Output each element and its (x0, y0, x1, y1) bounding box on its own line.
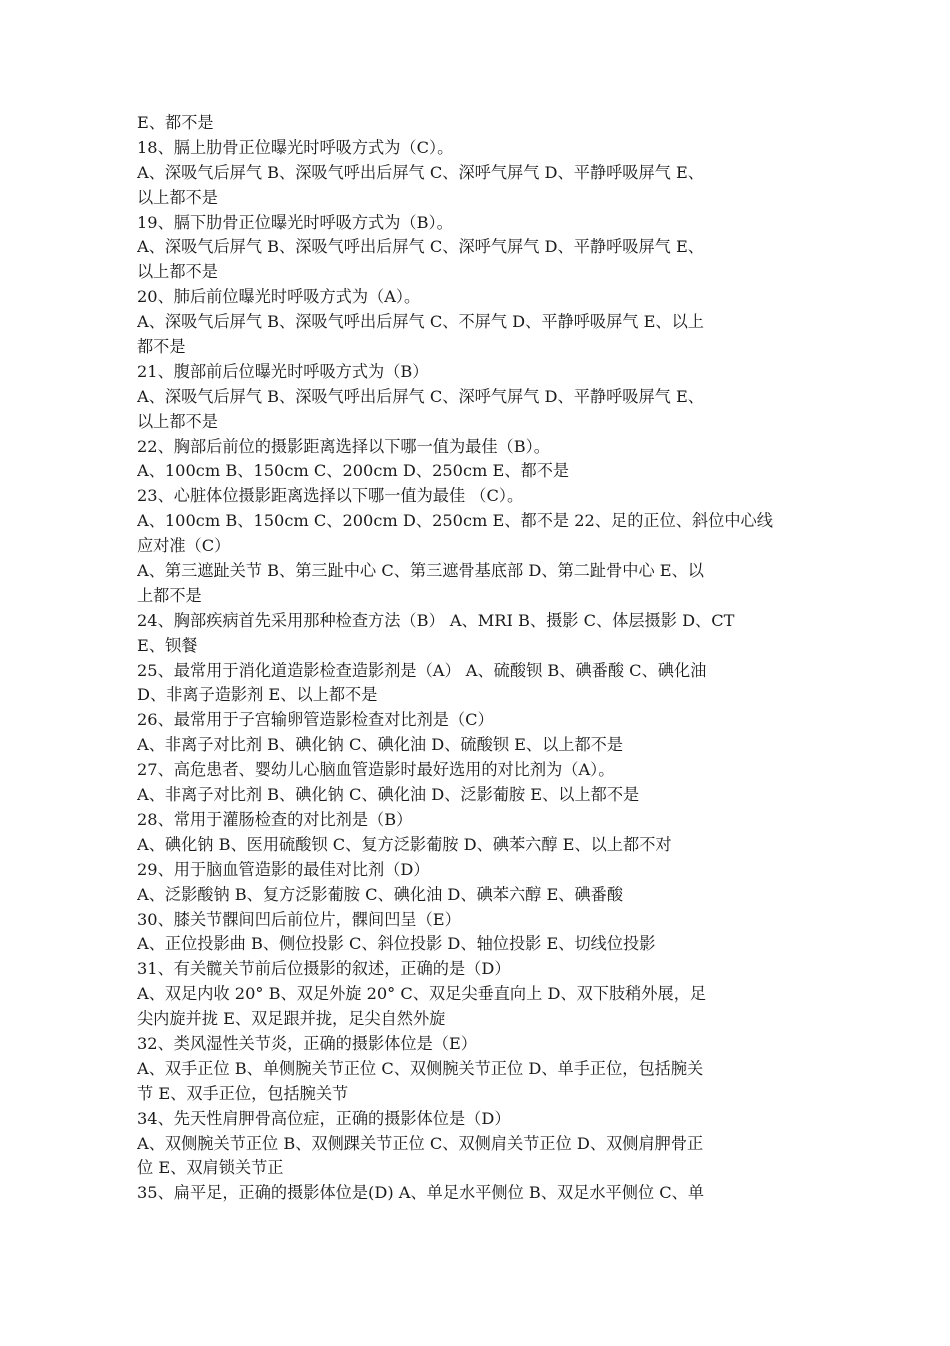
text-line: 以上都不是 (137, 187, 218, 207)
text-line: 以上都不是 (137, 411, 218, 431)
document-text-body (137, 111, 817, 1206)
text-line: 24、胸部疾病首先采用那种检查方法（B） A、MRI B、摄影 C、体层摄影 D、CT (137, 610, 735, 630)
text-line: A、深吸气后屏气 B、深吸气呼出后屏气 C、深呼气屏气 D、平静呼吸屏气 E、 (137, 162, 704, 182)
text-line: 29、用于脑血管造影的最佳对比剂（D） (137, 859, 430, 879)
text-line: 34、先天性肩胛骨高位症，正确的摄影体位是（D） (137, 1108, 511, 1128)
text-line: 30、膝关节髁间凹后前位片，髁间凹呈（E） (137, 909, 461, 929)
text-line: D、非离子造影剂 E、以上都不是 (137, 685, 378, 705)
text-line: 25、最常用于消化道造影检查造影剂是（A） A、硫酸钡 B、碘番酸 C、碘化油 (137, 660, 707, 680)
text-line: 以上都不是 (137, 262, 218, 282)
text-line: 应对准（C） (137, 536, 231, 556)
text-line: 23、心脏体位摄影距离选择以下哪一值为最佳 （C）。 (137, 486, 524, 506)
text-line: 都不是 (137, 337, 186, 357)
text-line: 26、最常用于子宫输卵管造影检查对比剂是（C） (137, 710, 494, 730)
text-line: A、双侧腕关节正位 B、双侧踝关节正位 C、双侧肩关节正位 D、双侧肩胛骨正 (137, 1133, 704, 1153)
text-line: A、正位投影曲 B、侧位投影 C、斜位投影 D、轴位投影 E、切线位投影 (137, 934, 656, 954)
text-line: A、100cm B、150cm C、200cm D、250cm E、都不是 (137, 461, 570, 481)
text-line: A、双手正位 B、单侧腕关节正位 C、双侧腕关节正位 D、单手正位，包括腕关 (137, 1058, 704, 1078)
text-line: 尖内旋并拢 E、双足跟并拢，足尖自然外旋 (137, 1009, 446, 1029)
text-line: 22、胸部后前位的摄影距离选择以下哪一值为最佳（B）。 (137, 436, 550, 456)
text-line: 31、有关髋关节前后位摄影的叙述，正确的是（D） (137, 959, 511, 979)
text-line: 上都不是 (137, 585, 202, 605)
text-line: A、深吸气后屏气 B、深吸气呼出后屏气 C、不屏气 D、平静呼吸屏气 E、以上 (137, 312, 704, 332)
text-line: 32、类风湿性关节炎，正确的摄影体位是（E） (137, 1033, 477, 1053)
text-line: 节 E、双手正位，包括腕关节 (137, 1083, 349, 1103)
text-line: 18、膈上肋骨正位曝光时呼吸方式为（C）。 (137, 137, 454, 157)
text-line: 20、肺后前位曝光时呼吸方式为（A）。 (137, 287, 421, 307)
text-line: A、非离子对比剂 B、碘化钠 C、碘化油 D、硫酸钡 E、以上都不是 (137, 735, 624, 755)
text-line: 位 E、双肩锁关节正 (137, 1158, 284, 1178)
text-line: A、泛影酸钠 B、复方泛影葡胺 C、碘化油 D、碘苯六醇 E、碘番酸 (137, 884, 624, 904)
text-line: E、钡餐 (137, 635, 198, 655)
text-line: A、深吸气后屏气 B、深吸气呼出后屏气 C、深呼气屏气 D、平静呼吸屏气 E、 (137, 386, 704, 406)
text-line: 21、腹部前后位曝光时呼吸方式为（B） (137, 361, 429, 381)
text-line: 27、高危患者、婴幼儿心脑血管造影时最好选用的对比剂为（A）。 (137, 760, 615, 780)
text-line: A、深吸气后屏气 B、深吸气呼出后屏气 C、深呼气屏气 D、平静呼吸屏气 E、 (137, 237, 704, 257)
text-line: A、第三遮趾关节 B、第三趾中心 C、第三遮骨基底部 D、第二趾骨中心 E、以 (137, 561, 704, 581)
text-line: A、100cm B、150cm C、200cm D、250cm E、都不是 22、足的正位、斜位中心线 (137, 511, 773, 531)
text-line: A、碘化钠 B、医用硫酸钡 C、复方泛影葡胺 D、碘苯六醇 E、以上都不对 (137, 834, 672, 854)
text-line: E、都不是 (137, 113, 214, 132)
text-line: 28、常用于灌肠检查的对比剂是（B） (137, 809, 413, 829)
text-line: 19、膈下肋骨正位曝光时呼吸方式为（B）。 (137, 212, 453, 232)
text-line: 35、扁平足，正确的摄影体位是(D) A、单足水平侧位 B、双足水平侧位 C、单 (137, 1183, 705, 1203)
text-line: A、双足内收 20° B、双足外旋 20° C、双足尖垂直向上 D、双下肢稍外展，足 (137, 984, 707, 1004)
text-line: A、非离子对比剂 B、碘化钠 C、碘化油 D、泛影葡胺 E、以上都不是 (137, 785, 640, 805)
